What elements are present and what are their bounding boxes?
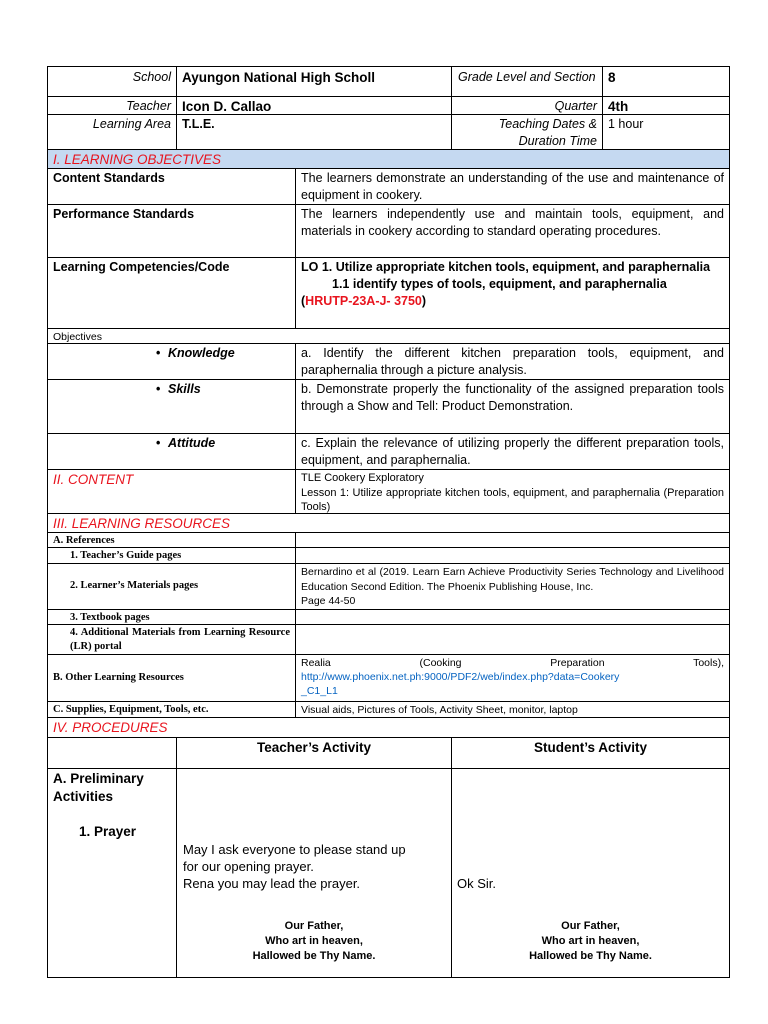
student-activity-header: Student’s Activity xyxy=(451,737,730,769)
knowledge-text: a. Identify the different kitchen preparation tools, equipment, and paraphernalia through a picture analysis. xyxy=(295,343,730,380)
dates-label-line2: Duration Time xyxy=(518,134,597,148)
content-text xyxy=(295,469,730,514)
school-label: School xyxy=(47,66,177,97)
skills-label-text: Skills xyxy=(168,382,201,396)
additional-value xyxy=(295,624,730,655)
content-standards-label: Content Standards xyxy=(47,168,296,205)
teacher-activity-header: Teacher’s Activity xyxy=(176,737,452,769)
competency-code: HRUTP-23A-J- 3750 xyxy=(305,294,422,308)
school-value: Ayungon National High Scholl xyxy=(176,66,452,97)
other-row xyxy=(47,654,730,701)
supplies-label: C. Supplies, Equipment, Tools, etc. xyxy=(47,701,296,718)
prayer-line1: Our Father, xyxy=(284,920,344,932)
lm-text xyxy=(295,563,730,610)
prayer-line3: Hallowed be Thy Name. xyxy=(252,950,376,962)
grade-value: 8 xyxy=(602,66,730,97)
prayer-line1: Our Father, xyxy=(561,920,620,932)
tg-row xyxy=(47,547,730,563)
teacher-line3: Rena you may lead the prayer. xyxy=(183,876,361,891)
prelim-cell xyxy=(47,768,177,978)
lm-citation: Bernardino et al (2019. Learn Earn Achieve Productivity Series Technology and Livelihood Education Second Edition. The Phoenix Publishing House, Inc. xyxy=(301,566,724,593)
knowledge-row xyxy=(47,343,730,379)
lesson-plan-table xyxy=(47,66,730,977)
competencies-label: Learning Competencies/Code xyxy=(47,257,296,329)
references-value xyxy=(295,532,730,548)
content-heading: II. CONTENT xyxy=(47,469,296,514)
area-label: Learning Area xyxy=(47,114,177,150)
prelim-label: A. Preliminary Activities xyxy=(53,771,144,804)
additional-row xyxy=(47,624,730,654)
prayer-line2: Who art in heaven, xyxy=(265,935,363,947)
student-reply: Ok Sir. xyxy=(457,876,497,891)
attitude-row xyxy=(47,433,730,469)
teacher-line2: for our opening prayer. xyxy=(183,859,314,874)
area-row xyxy=(47,114,730,149)
content-standards-text: The learners demonstrate an understanding of the use and maintenance of equipment in cookery. xyxy=(295,168,730,205)
grade-label: Grade Level and Section xyxy=(451,66,603,97)
dates-label-line1: Teaching Dates & xyxy=(498,117,597,131)
performance-standards-text: The learners independently use and maintain tools, equipment, and materials in cookery according to standard operating procedures. xyxy=(295,204,730,258)
supplies-text: Visual aids, Pictures of Tools, Activity Sheet, monitor, laptop xyxy=(295,701,730,718)
resources-heading: III. LEARNING RESOURCES xyxy=(47,513,730,533)
competencies-row xyxy=(47,257,730,328)
objectives-label: Objectives xyxy=(47,328,730,344)
tb-label: 3. Textbook pages xyxy=(47,609,296,625)
code-close: ) xyxy=(421,294,427,308)
procedures-header-row xyxy=(47,737,730,768)
student-activity-cell xyxy=(451,768,730,978)
bullet-icon: • xyxy=(156,382,161,396)
student-prayer xyxy=(457,919,724,964)
prayer-line3: Hallowed be Thy Name. xyxy=(529,950,652,962)
prayer-label: 1. Prayer xyxy=(79,824,137,839)
area-value: T.L.E. xyxy=(176,114,452,150)
other-realia: Realia (Cooking Preparation Tools), xyxy=(301,657,724,669)
procedures-heading: IV. PROCEDURES xyxy=(47,717,730,738)
knowledge-label-text: Knowledge xyxy=(168,346,235,360)
teacher-label: Teacher xyxy=(47,96,177,115)
dates-label xyxy=(451,114,603,150)
objectives-heading: I. LEARNING OBJECTIVES xyxy=(47,149,730,169)
content-row xyxy=(47,469,730,513)
dates-value: 1 hour xyxy=(602,114,730,150)
knowledge-label xyxy=(47,343,296,380)
performance-standards-row xyxy=(47,204,730,257)
tb-value xyxy=(295,609,730,625)
lm-pages: Page 44-50 xyxy=(301,595,356,607)
tg-label: 1. Teacher’s Guide pages xyxy=(47,547,296,564)
tg-value xyxy=(295,547,730,564)
bullet-icon: • xyxy=(156,346,161,360)
lm-row xyxy=(47,563,730,609)
tb-row xyxy=(47,609,730,624)
skills-label xyxy=(47,379,296,434)
quarter-label: Quarter xyxy=(451,96,603,115)
performance-standards-label: Performance Standards xyxy=(47,204,296,258)
attitude-label-text: Attitude xyxy=(168,436,216,450)
quarter-value: 4th xyxy=(602,96,730,115)
skills-row xyxy=(47,379,730,433)
school-row xyxy=(47,66,730,96)
teacher-prayer xyxy=(182,919,446,964)
lm-label: 2. Learner’s Materials pages xyxy=(47,563,296,610)
teacher-line1: May I ask everyone to please stand up xyxy=(183,842,406,857)
code-open: ( xyxy=(301,294,306,308)
procedures-blank-header xyxy=(47,737,177,769)
additional-label: 4. Additional Materials from Learning Resource (LR) portal xyxy=(47,624,296,655)
prayer-line2: Who art in heaven, xyxy=(541,935,640,947)
other-link[interactable]: http://www.phoenix.net.ph:9000/PDF2/web/index.php?data=Cookery_C1_L1 xyxy=(301,671,620,697)
content-line1: TLE Cookery Exploratory xyxy=(301,472,424,484)
teacher-value: Icon D. Callao xyxy=(176,96,452,115)
other-label: B. Other Learning Resources xyxy=(47,654,296,702)
supplies-row xyxy=(47,701,730,717)
references-label: A. References xyxy=(47,532,296,548)
bullet-icon: • xyxy=(156,436,161,450)
attitude-label xyxy=(47,433,296,470)
content-line2: Lesson 1: Utilize appropriate kitchen tools, equipment, and paraphernalia (Preparation Tools) xyxy=(301,486,724,513)
teacher-row xyxy=(47,96,730,114)
competency-code-line xyxy=(301,293,724,310)
competency-lo: LO 1. Utilize appropriate kitchen tools, equipment, and paraphernalia xyxy=(301,260,711,274)
other-text xyxy=(295,654,730,702)
prelim-row xyxy=(47,768,730,977)
references-row xyxy=(47,532,730,547)
teacher-lines xyxy=(182,841,446,892)
skills-text: b. Demonstrate properly the functionality of the assigned preparation tools through a Show and Tell: Product Demonstration. xyxy=(295,379,730,434)
content-standards-row xyxy=(47,168,730,204)
competency-sub: 1.1 identify types of tools, equipment, and paraphernalia xyxy=(332,277,667,291)
teacher-activity-cell xyxy=(176,768,452,978)
competencies-text xyxy=(295,257,730,329)
attitude-text: c. Explain the relevance of utilizing properly the different preparation tools, equipment, and paraphernalia. xyxy=(295,433,730,470)
